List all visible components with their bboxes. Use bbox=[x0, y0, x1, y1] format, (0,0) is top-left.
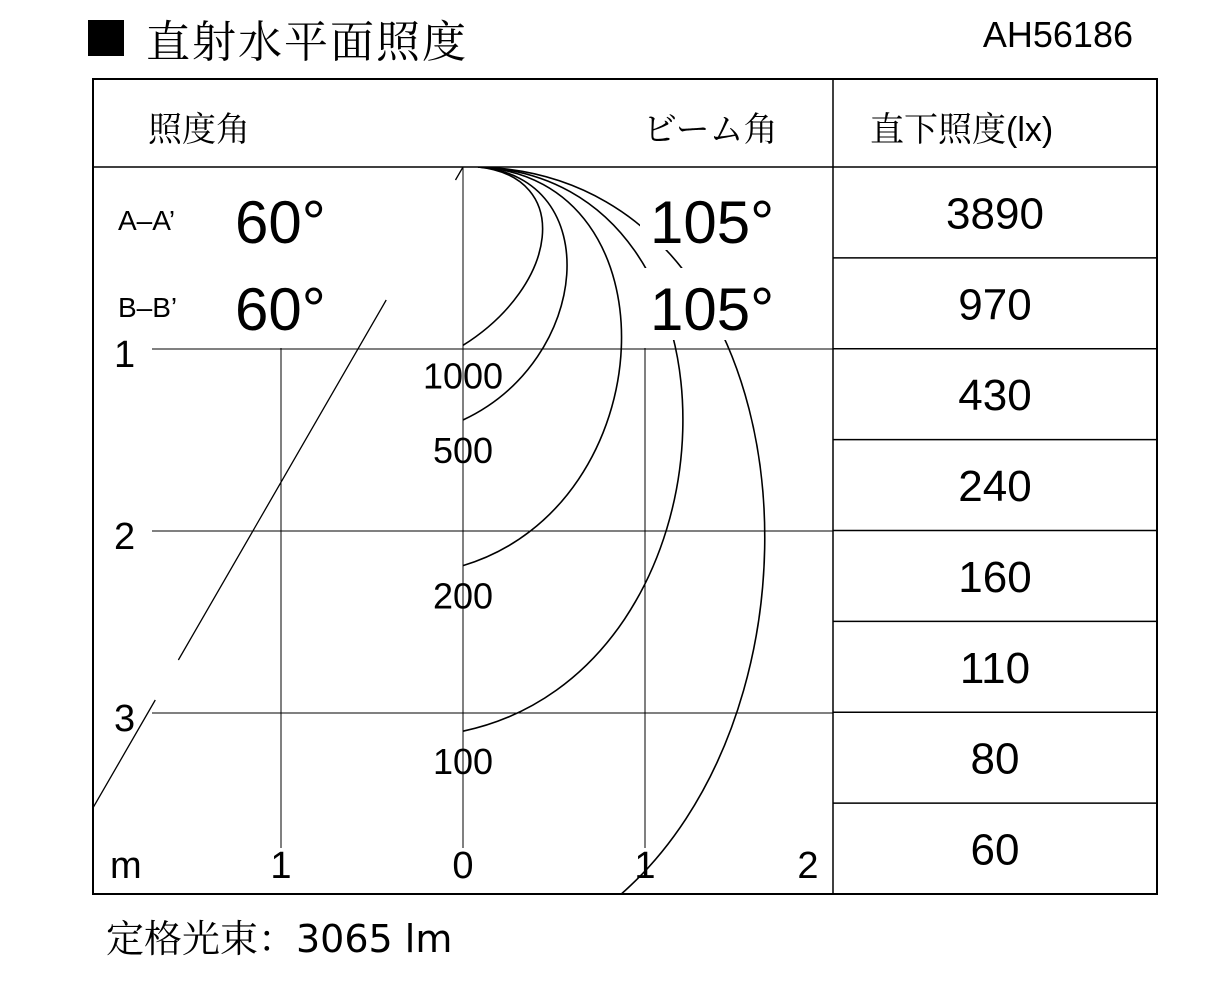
x-tick-label: 1 bbox=[270, 845, 292, 887]
y-tick-label: 1 bbox=[114, 334, 136, 376]
isolux-label-500: 500 bbox=[432, 429, 494, 471]
center-illuminance-value: 80 bbox=[970, 734, 1020, 784]
angle-row-label: A–A’ bbox=[118, 205, 176, 236]
page-title: 直射水平面照度 bbox=[146, 17, 468, 68]
center-illuminance-value: 60 bbox=[970, 825, 1020, 875]
illuminance-angle-line bbox=[178, 300, 386, 660]
header-illuminance-angle: 照度角 bbox=[148, 111, 250, 149]
isolux-label-200: 200 bbox=[432, 575, 494, 617]
center-illuminance-value: 430 bbox=[958, 371, 1032, 421]
angle-row-label: B–B’ bbox=[118, 292, 178, 323]
isolux-curve-1000 bbox=[463, 167, 543, 345]
illuminance-angle-line bbox=[455, 167, 463, 180]
isolux-label-100: 100 bbox=[432, 741, 494, 783]
x-tick-label: m bbox=[110, 845, 142, 887]
center-illuminance-value: 3890 bbox=[946, 189, 1044, 239]
center-illuminance-value: 240 bbox=[958, 462, 1032, 512]
illuminance-angle-value: 60° bbox=[235, 276, 326, 343]
center-illuminance-value: 970 bbox=[958, 280, 1032, 330]
center-illuminance-value: 110 bbox=[959, 643, 1031, 693]
rated-luminous-flux: 定格光束：3065 lm bbox=[106, 917, 453, 961]
isolux-label-1000: 1000 bbox=[422, 355, 504, 397]
model-number: AH56186 bbox=[982, 14, 1133, 55]
illuminance-angle-value: 60° bbox=[235, 189, 326, 256]
header-center-illuminance: 直下照度(lx) bbox=[870, 111, 1054, 149]
y-tick-label: 2 bbox=[114, 516, 136, 558]
header-beam-angle: ビーム角 bbox=[643, 111, 778, 149]
x-tick-label: 1 bbox=[634, 845, 656, 887]
x-tick-label: 0 bbox=[452, 845, 474, 887]
center-illuminance-value: 160 bbox=[958, 552, 1032, 602]
y-tick-label: 3 bbox=[114, 698, 136, 740]
x-tick-label: 2 bbox=[797, 845, 819, 887]
beam-angle-value: 105° bbox=[650, 276, 775, 343]
beam-angle-value: 105° bbox=[650, 189, 775, 256]
